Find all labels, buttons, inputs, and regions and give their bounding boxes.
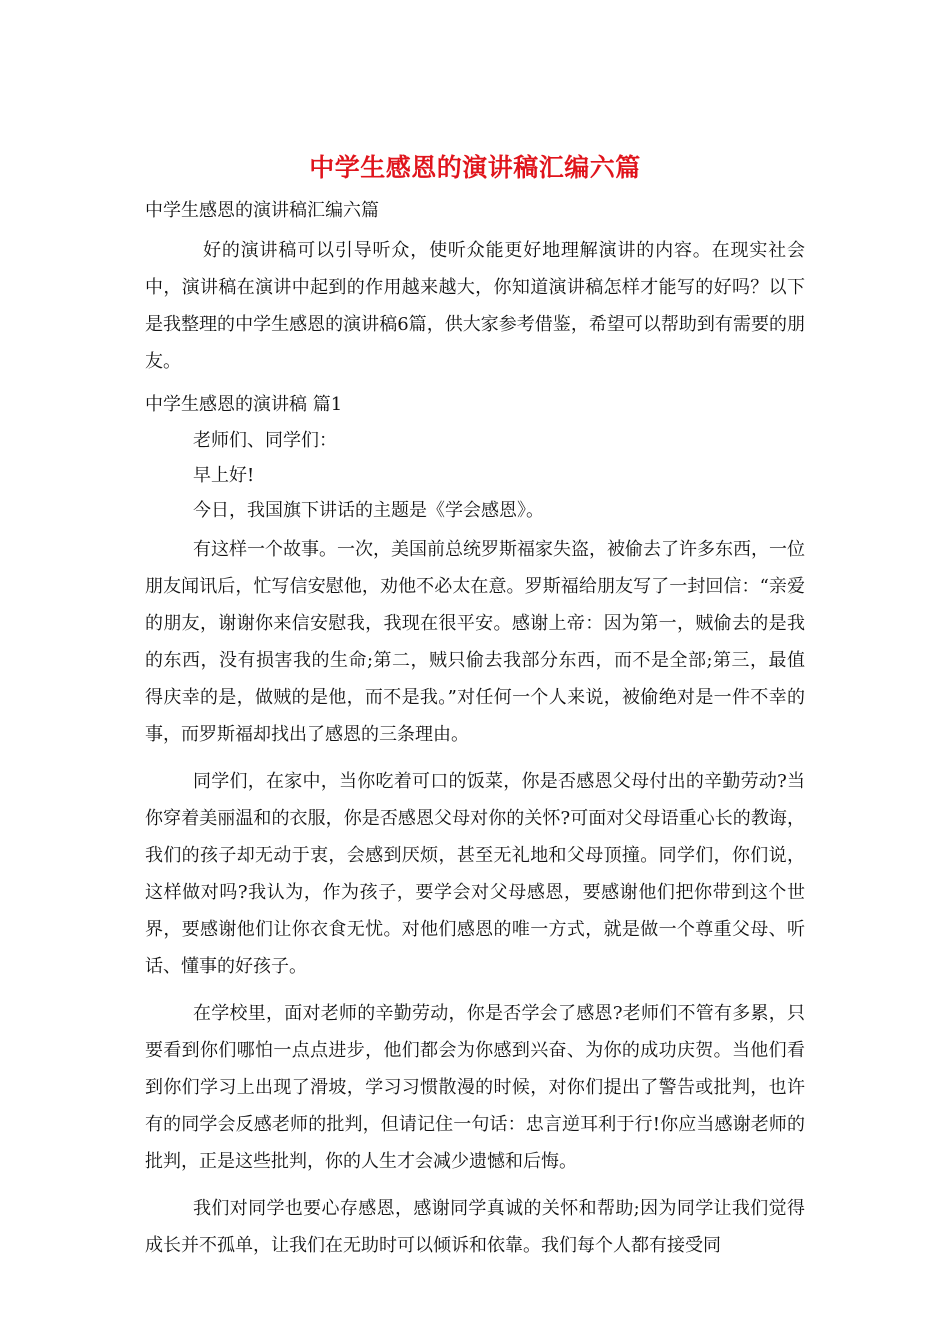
topic-line: 今日，我国旗下讲话的主题是《学会感恩》。	[193, 500, 544, 521]
salutation-line: 老师们、同学们：	[193, 430, 337, 451]
section-heading: 中学生感恩的演讲稿 篇1	[145, 394, 343, 415]
body-paragraph: 我们对同学也要心存感恩，感谢同学真诚的关怀和帮助;因为同学让我们觉得成长并不孤单，让我们在无助时可以倾诉和依靠。我们每个人都有接受同	[145, 1198, 805, 1256]
document-subtitle: 中学生感恩的演讲稿汇编六篇	[145, 200, 379, 221]
document-title: 中学生感恩的演讲稿汇编六篇	[309, 153, 641, 182]
greeting-line: 早上好!	[193, 465, 255, 486]
body-paragraph: 有这样一个故事。一次，美国前总统罗斯福家失盗，被偷去了许多东西，一位朋友闻讯后，忙写信安慰他，劝他不必太在意。罗斯福给朋友写了一封回信：“亲爱的朋友，谢谢你来信安慰我，我现在很平安。感谢上帝：因为第一，贼偷去的是我的东西，没有损害我的生命;第二，贼只偷去我部分东西，而不是全部;第三，最值得庆幸的是，做贼的是他，而不是我。”对任何一个人来说，被偷绝对是一件不幸的事，而罗斯福却找出了感恩的三条理由。	[145, 539, 805, 745]
body-paragraph: 同学们，在家中，当你吃着可口的饭菜，你是否感恩父母付出的辛勤劳动?当你穿着美丽温和的衣服，你是否感恩父母对你的关怀?可面对父母语重心长的教诲，我们的孩子却无动于衷，会感到厌烦，甚至无礼地和父母顶撞。同学们，你们说，这样做对吗?我认为，作为孩子，要学会对父母感恩，要感谢他们把你带到这个世界，要感谢他们让你衣食无忧。对他们感恩的唯一方式，就是做一个尊重父母、听话、懂事的好孩子。	[145, 771, 805, 977]
intro-paragraph: 好的演讲稿可以引导听众，使听众能更好地理解演讲的内容。在现实社会中，演讲稿在演讲中起到的作用越来越大，你知道演讲稿怎样才能写的好吗？以下是我整理的中学生感恩的演讲稿6篇，供大家参考借鉴，希望可以帮助到有需要的朋友。	[145, 240, 805, 372]
document-body	[145, 196, 805, 1274]
body-paragraph: 在学校里，面对老师的辛勤劳动，你是否学会了感恩?老师们不管有多累，只要看到你们哪怕一点点进步，他们都会为你感到兴奋、为你的成功庆贺。当他们看到你们学习上出现了滑坡，学习习惯散漫的时候，对你们提出了警告或批判，也许有的同学会反感老师的批判，但请记住一句话：忠言逆耳利于行!你应当感谢老师的批判，正是这些批判，你的人生才会减少遗憾和后悔。	[145, 1003, 805, 1172]
